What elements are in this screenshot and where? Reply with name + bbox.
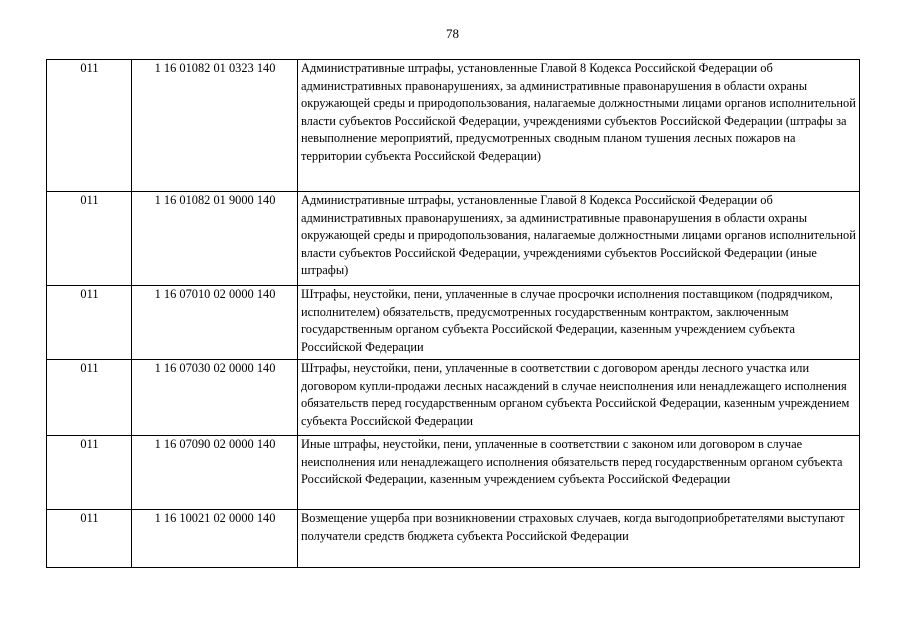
revenue-name-cell: Административные штрафы, установленные Главой 8 Кодекса Российской Федерации об административных правонарушениях, за административные правонарушения в области охраны окружающей среды и природопользования, налагаемые должностными лицами органов исполнительной власти субъектов Российской Федерации, учреждениями субъектов Российской Федерации (штрафы за невыполнение мероприятий, предусмотренных сводным планом тушения лесных пожаров на территории субъекта Российской Федерации) (298, 60, 860, 192)
administrator-code-cell: 011 (47, 360, 132, 436)
budget-codes-table (46, 59, 860, 568)
page-number: 78 (446, 26, 459, 41)
budget-classification-code-cell: 1 16 01082 01 0323 140 (132, 60, 298, 192)
revenue-name-cell: Возмещение ущерба при возникновении страховых случаев, когда выгодоприобретателями выступают получатели средств бюджета субъекта Российской Федерации (298, 510, 860, 568)
revenue-name-cell: Штрафы, неустойки, пени, уплаченные в случае просрочки исполнения поставщиком (подрядчиком, исполнителем) обязательств, предусмотренных государственным контрактом, заключенным государственным органом субъекта Российской Федерации, казенным учреждением субъекта Российской Федерации (298, 286, 860, 360)
budget-classification-code-cell: 1 16 07090 02 0000 140 (132, 436, 298, 510)
administrator-code-cell: 011 (47, 192, 132, 286)
budget-classification-code-cell: 1 16 01082 01 9000 140 (132, 192, 298, 286)
budget-classification-code-cell: 1 16 07010 02 0000 140 (132, 286, 298, 360)
revenue-name-cell: Штрафы, неустойки, пени, уплаченные в соответствии с договором аренды лесного участка или договором купли-продажи лесных насаждений в случае неисполнения или ненадлежащего исполнения обязательств перед государственным органом субъекта Российской Федерации, казенным учреждением субъекта Российской Федерации (298, 360, 860, 436)
table-row (47, 436, 860, 510)
administrator-code-cell: 011 (47, 286, 132, 360)
administrator-code-cell: 011 (47, 60, 132, 192)
table-row (47, 286, 860, 360)
table-row (47, 192, 860, 286)
budget-classification-code-cell: 1 16 07030 02 0000 140 (132, 360, 298, 436)
administrator-code-cell: 011 (47, 436, 132, 510)
budget-classification-code-cell: 1 16 10021 02 0000 140 (132, 510, 298, 568)
administrator-code-cell: 011 (47, 510, 132, 568)
revenue-name-cell: Иные штрафы, неустойки, пени, уплаченные в соответствии с законом или договором в случае неисполнения или ненадлежащего исполнения обязательств перед государственным органом субъекта Российской Федерации, казенным учреждением субъекта Российской Федерации (298, 436, 860, 510)
revenue-name-cell: Административные штрафы, установленные Главой 8 Кодекса Российской Федерации об административных правонарушениях, за административные правонарушения в области охраны окружающей среды и природопользования, налагаемые должностными лицами органов исполнительной власти субъектов Российской Федерации, учреждениями субъектов Российской Федерации (иные штрафы) (298, 192, 860, 286)
table-row (47, 60, 860, 192)
table-row (47, 510, 860, 568)
table-row (47, 360, 860, 436)
